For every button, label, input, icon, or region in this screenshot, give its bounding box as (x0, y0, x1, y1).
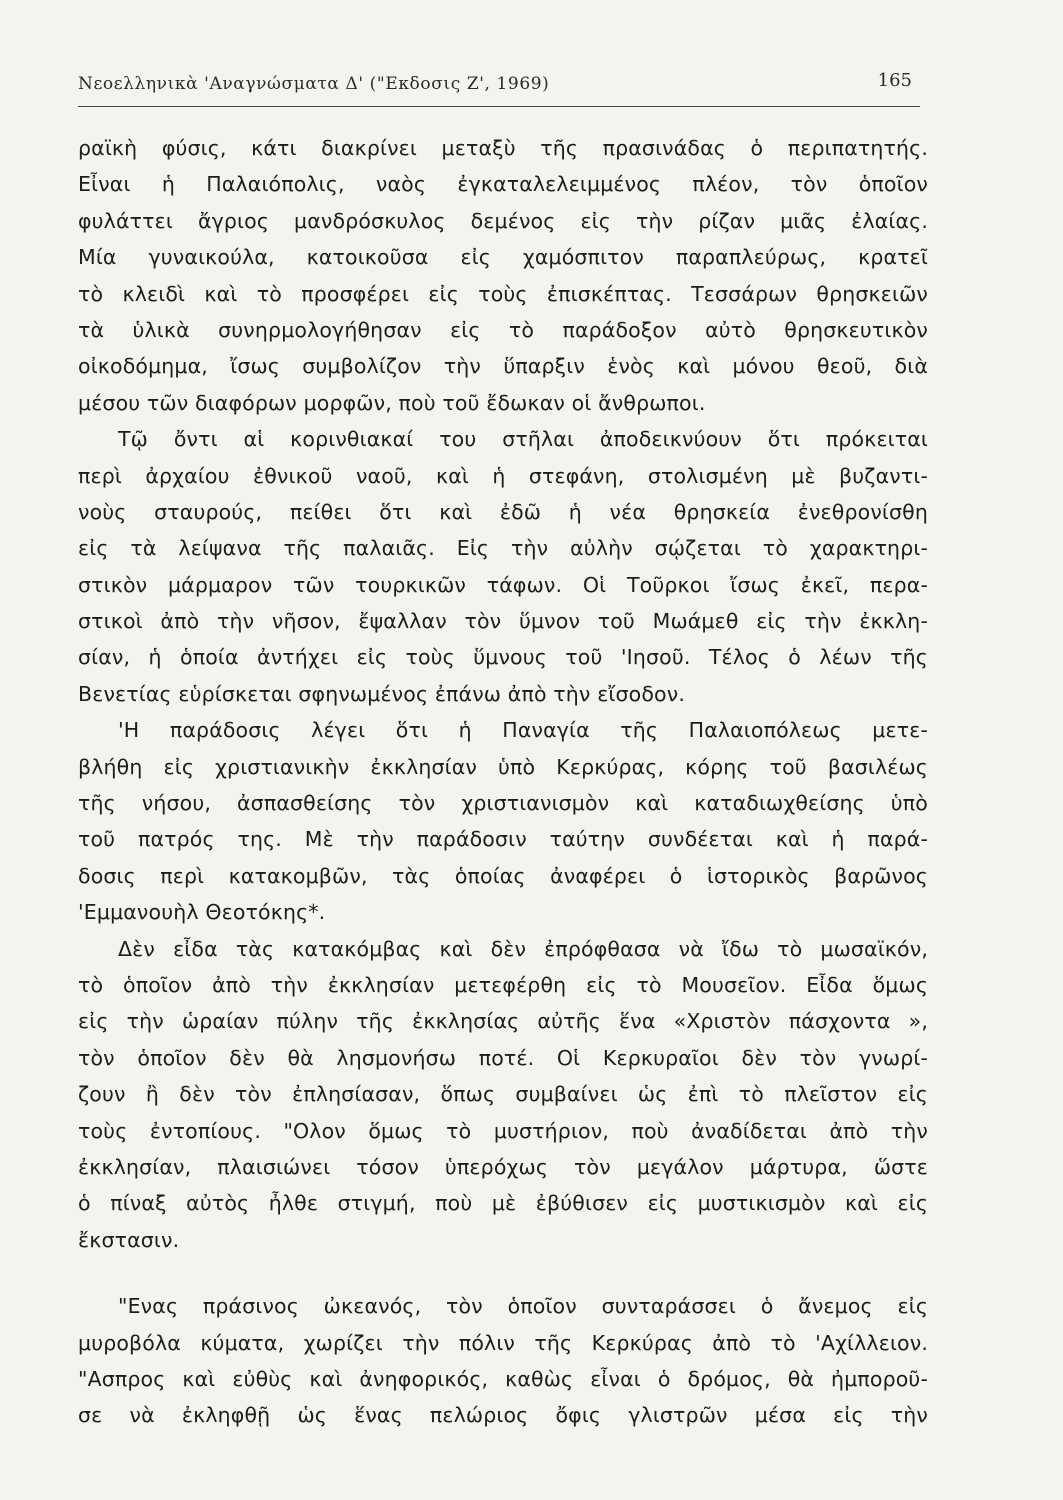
text-line: μυροβόλα κύματα, χωρίζει τὴν πόλιν τῆς Κερκύρας ἀπὸ τὸ 'Αχίλλειον. (78, 1330, 928, 1355)
text-line: φυλάττει ἄγριος μανδρόσκυλος δεμένος εἰς τὴν ρίζαν μιᾶς ἐλαίας. (78, 208, 928, 233)
text-line: τὰ ὑλικὰ συνηρμολογήθησαν εἰς τὸ παράδοξον αὐτὸ θρησκευτικὸν (78, 317, 928, 342)
text-line: εἰς τὴν ὡραίαν πύλην τῆς ἐκκλησίας αὐτῆς ἕνα «Χριστὸν πάσχοντα », (78, 1009, 928, 1034)
text-line: ραϊκὴ φύσις, κάτι διακρίνει μεταξὺ τῆς πρασινάδας ὁ περιπατητής. (78, 136, 928, 160)
text-line: τὸ κλειδὶ καὶ τὸ προσφέρει εἰς τοὺς ἐπισκέπτας. Τεσσάρων θρησκειῶν (78, 281, 928, 306)
text-line: Βενετίας εὑρίσκεται σφηνωμένος ἐπάνω ἀπὸ τὴν εἴσοδον. (78, 681, 686, 706)
text-line: τοῦ πατρός της. Μὲ τὴν παράδοσιν ταύτην συνδέεται καὶ ἡ παρά- (78, 827, 928, 852)
text-line: σίαν, ἡ ὁποία ἀντήχει εἰς τοὺς ὕμνους τοῦ 'Ιησοῦ. Τέλος ὁ λέων τῆς (78, 645, 928, 670)
text-line: οἰκοδόμημα, ἴσως συμβολίζον τὴν ὕπαρξιν ἑνὸς καὶ μόνου θεοῦ, διὰ (78, 354, 928, 379)
paragraph-2 (78, 421, 928, 712)
text-line: 'Εμμανουὴλ Θεοτόκης*. (78, 900, 326, 925)
paragraph-5 (78, 1288, 928, 1434)
text-line: εἰς τὰ λείψανα τῆς παλαιᾶς. Εἰς τὴν αὐλὴν σῴζεται τὸ χαρακτηρι- (78, 536, 928, 561)
text-line: στικοὶ ἀπὸ τὴν νῆσον, ἔψαλλαν τὸν ὕμνον τοῦ Μωάμεθ εἰς τὴν ἐκκλη- (78, 609, 928, 634)
text-line: τὸν ὁποῖον δὲν θὰ λησμονήσω ποτέ. Οἱ Κερκυραῖοι δὲν τὸν γνωρί- (78, 1045, 928, 1070)
text-line: Εἶναι ἡ Παλαιόπολις, ναὸς ἐγκαταλελειμμένος πλέον, τὸν ὁποῖον (78, 172, 928, 197)
body-text (78, 130, 928, 1434)
text-line: βλήθη εἰς χριστιανικὴν ἐκκλησίαν ὑπὸ Κερκύρας, κόρης τοῦ βασιλέως (78, 754, 928, 779)
text-line: ἐκκλησίαν, πλαισιώνει τόσον ὑπερόχως τὸν μεγάλον μάρτυρα, ὥστε (78, 1154, 928, 1179)
text-line: Δὲν εἶδα τὰς κατακόμβας καὶ δὲν ἐπρόφθασα νὰ ἴδω τὸ μωσαϊκόν, (118, 936, 928, 961)
text-line: τὸ ὁποῖον ἀπὸ τὴν ἐκκλησίαν μετεφέρθη εἰς τὸ Μουσεῖον. Εἶδα ὅμως (78, 972, 928, 997)
paragraph-4 (78, 931, 928, 1259)
text-line: 'Η παράδοσις λέγει ὅτι ἡ Παναγία τῆς Παλαιοπόλεως μετε- (118, 718, 928, 743)
section-gap (78, 1258, 928, 1288)
running-title: Νεοελληνικὰ 'Αναγνώσματα Δ' ("Εκδοσις Ζ', 1969) (78, 74, 550, 94)
text-line: περὶ ἀρχαίου ἐθνικοῦ ναοῦ, καὶ ἡ στεφάνη, στολισμένη μὲ βυζαντι- (78, 463, 928, 488)
text-line: ἔκστασιν. (78, 1227, 180, 1252)
paragraph-1 (78, 130, 928, 421)
text-line: μέσου τῶν διαφόρων μορφῶν, ποὺ τοῦ ἔδωκαν οἱ ἄνθρωποι. (78, 390, 706, 415)
text-line: νοὺς σταυρούς, πείθει ὅτι καὶ ἐδῶ ἡ νέα θρησκεία ἐνεθρονίσθη (78, 499, 928, 524)
page-number: 165 (877, 70, 912, 91)
text-line: "Ασπρος καὶ εὐθὺς καὶ ἀνηφορικός, καθὼς εἶναι ὁ δρόμος, θὰ ἠμποροῦ- (78, 1366, 928, 1391)
text-line: ὁ πίναξ αὐτὸς ἦλθε στιγμή, ποὺ μὲ ἐβύθισεν εἰς μυστικισμὸν καὶ εἰς (78, 1191, 928, 1216)
text-line: Τῷ ὄντι αἱ κορινθιακαί του στῆλαι ἀποδεικνύουν ὅτι πρόκειται (118, 427, 928, 452)
paragraph-3 (78, 712, 928, 930)
text-line: σε νὰ ἐκληφθῇ ὡς ἕνας πελώριος ὄφις γλιστρῶν μέσα εἰς τὴν (78, 1403, 928, 1428)
running-header (78, 72, 920, 107)
text-line: ζουν ἢ δὲν τὸν ἐπλησίασαν, ὅπως συμβαίνει ὡς ἐπὶ τὸ πλεῖστον εἰς (78, 1082, 928, 1107)
text-line: δοσις περὶ κατακομβῶν, τὰς ὁποίας ἀναφέρει ὁ ἱστορικὸς βαρῶνος (78, 863, 928, 888)
text-line: Μία γυναικούλα, κατοικοῦσα εἰς χαμόσπιτον παραπλεύρως, κρατεῖ (78, 245, 928, 270)
text-line: στικὸν μάρμαρον τῶν τουρκικῶν τάφων. Οἱ Τοῦρκοι ἴσως ἐκεῖ, περα- (78, 572, 928, 597)
text-line: τοὺς ἐντοπίους. "Ολον ὅμως τὸ μυστήριον, ποὺ ἀναδίδεται ἀπὸ τὴν (78, 1118, 928, 1143)
text-line: "Ενας πράσινος ὠκεανός, τὸν ὁποῖον συνταράσσει ὁ ἄνεμος εἰς (118, 1294, 928, 1319)
text-line: τῆς νήσου, ἀσπασθείσης τὸν χριστιανισμὸν καὶ καταδιωχθείσης ὑπὸ (78, 791, 928, 816)
